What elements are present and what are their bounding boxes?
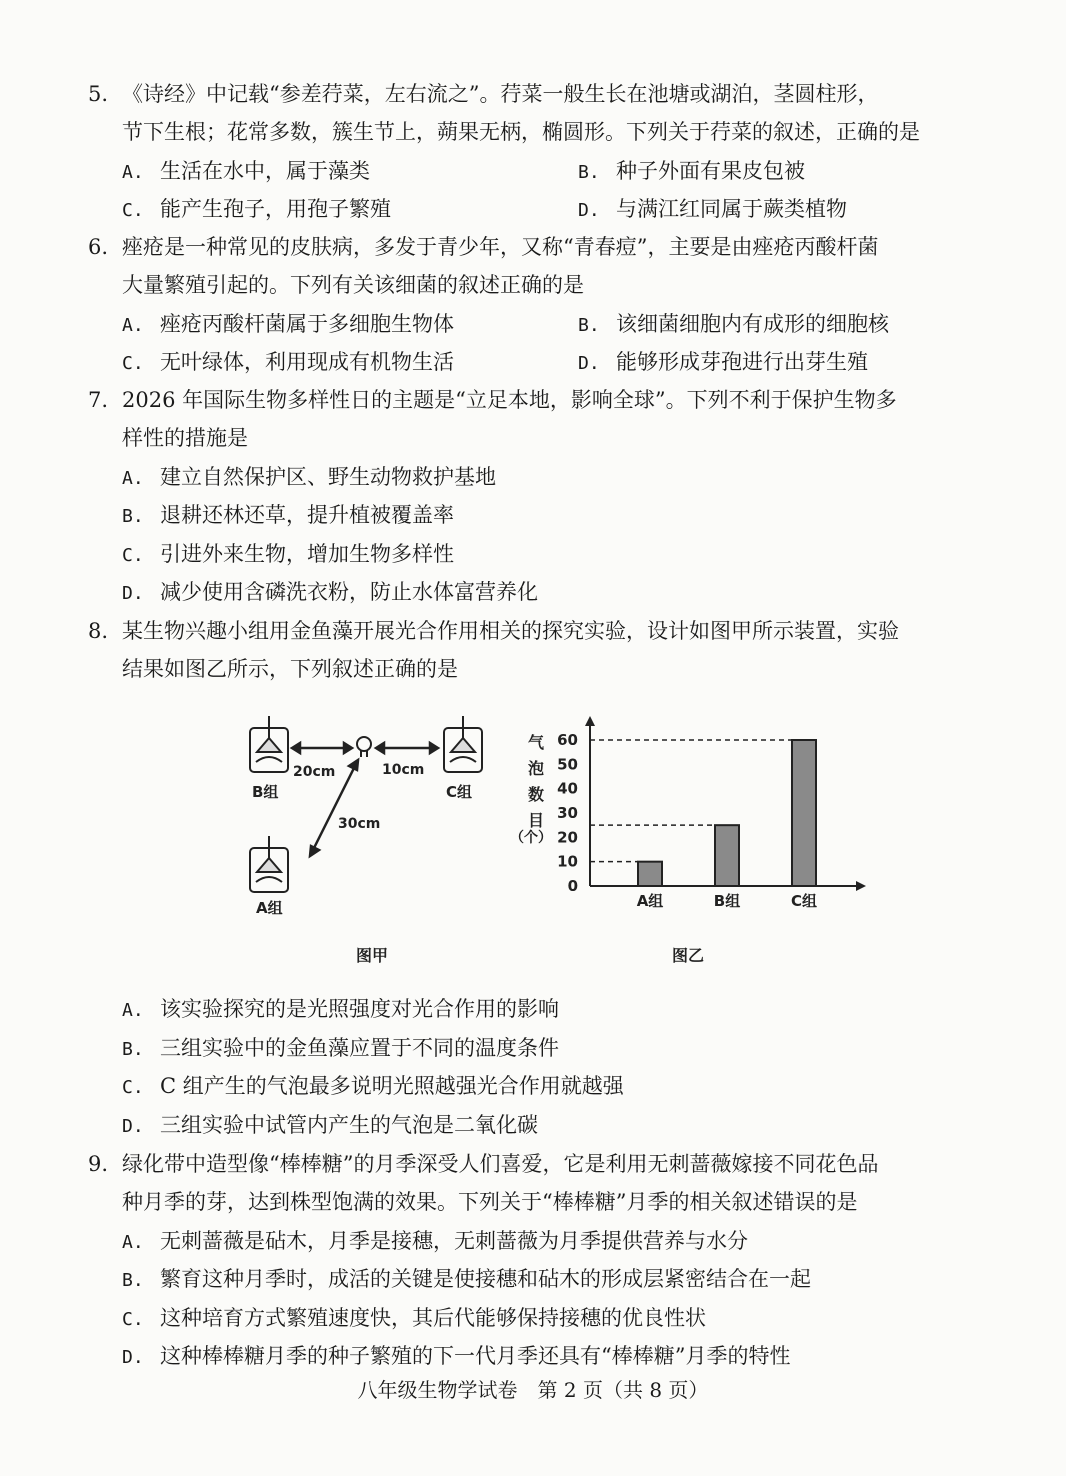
option-label: D. xyxy=(578,200,600,221)
q5-text-1: 《诗经》中记载“参差荇菜，左右流之”。荇菜一般生长在池塘或湖泊，茎圆柱形， xyxy=(122,82,879,106)
option-label: C. xyxy=(122,1077,144,1098)
lightbulb-icon xyxy=(357,737,371,757)
option-text: 无刺蔷薇是砧木，月季是接穗，无刺蔷薇为月季提供营养与水分 xyxy=(160,1229,748,1253)
x-tick-label: C组 xyxy=(790,892,818,910)
y-tick-label: 0 xyxy=(567,877,578,895)
option-text: 生活在水中，属于藻类 xyxy=(160,159,370,183)
q9-stem-line1 xyxy=(88,1150,878,1178)
q6-text-1: 痤疮是一种常见的皮肤病，多发于青少年，又称“青春痘”，主要是由痤疮丙酸杆菌 xyxy=(122,235,879,259)
y-tick-label: 20 xyxy=(557,828,578,847)
option-label: B. xyxy=(122,1039,144,1060)
distance-arrows xyxy=(292,743,438,856)
caption-fig-jia: 图甲 xyxy=(356,946,389,965)
option-label: D. xyxy=(578,353,600,374)
q9-option-d xyxy=(122,1342,790,1372)
option-text: 该细菌细胞内有成形的细胞核 xyxy=(616,312,889,336)
q7-text-1: 2026 年国际生物多样性日的主题是“立足本地，影响全球”。下列不利于保护生物多 xyxy=(122,388,897,412)
option-label: D. xyxy=(122,1116,144,1137)
q9-option-a xyxy=(122,1227,748,1257)
caption-fig-yi: 图乙 xyxy=(672,946,705,965)
option-label: B. xyxy=(578,162,600,183)
y-tick-label: 10 xyxy=(557,852,578,871)
option-label: B. xyxy=(122,506,144,527)
bar-chart xyxy=(557,716,866,910)
option-label: A. xyxy=(122,162,144,183)
option-label: C. xyxy=(122,200,144,221)
q5-stem-line2: 节下生根；花常多数，簇生节上，蒴果无柄，椭圆形。下列关于荇菜的叙述，正确的是 xyxy=(122,120,920,144)
option-label: A. xyxy=(122,1000,144,1021)
option-text: 种子外面有果皮包被 xyxy=(616,159,805,183)
q9-option-b xyxy=(122,1265,811,1295)
option-label: C. xyxy=(122,1309,144,1330)
q8-text-1: 某生物兴趣小组用金鱼藻开展光合作用相关的探究实验，设计如图甲所示装置，实验 xyxy=(122,619,899,643)
y-tick-label: 50 xyxy=(557,755,578,774)
option-text: 三组实验中试管内产生的气泡是二氧化碳 xyxy=(160,1113,538,1137)
beaker-c-icon xyxy=(444,716,482,772)
option-label: B. xyxy=(578,315,600,336)
label-distance-b: 20cm xyxy=(293,764,336,780)
page-footer: 八年级生物学试卷 第 2 页（共 8 页） xyxy=(357,1378,709,1402)
label-distance-a: 30cm xyxy=(338,816,381,832)
q6-number: 6. xyxy=(88,235,109,259)
y-tick-label: 30 xyxy=(557,804,578,822)
option-text: 三组实验中的金鱼藻应置于不同的温度条件 xyxy=(160,1036,559,1060)
q9-option-c xyxy=(122,1304,706,1334)
q8-option-b xyxy=(122,1034,559,1064)
q8-option-d xyxy=(122,1111,538,1141)
option-text: 与满江红同属于蕨类植物 xyxy=(616,197,847,221)
y-tick-label: 40 xyxy=(557,779,578,798)
ylabel-char: 气 xyxy=(528,733,545,752)
option-text: 减少使用含磷洗衣粉，防止水体富营养化 xyxy=(160,580,538,604)
q8-option-c xyxy=(122,1072,624,1102)
ylabel-char: 数 xyxy=(528,785,545,804)
option-text: 繁育这种月季时，成活的关键是使接穗和砧木的形成层紧密结合在一起 xyxy=(160,1267,811,1291)
option-text: 引进外来生物，增加生物多样性 xyxy=(160,542,454,566)
q7-number: 7. xyxy=(88,388,109,412)
option-text: 这种棒棒糖月季的种子繁殖的下一代月季还具有“棒棒糖”月季的特性 xyxy=(160,1344,791,1368)
q9-text-1: 绿化带中造型像“棒棒糖”的月季深受人们喜爱，它是利用无刺蔷薇嫁接不同花色品 xyxy=(122,1152,879,1176)
q8-option-a xyxy=(122,995,559,1025)
option-label: D. xyxy=(122,1347,144,1368)
option-text: 能产生孢子，用孢子繁殖 xyxy=(160,197,391,221)
label-group-a: A组 xyxy=(256,899,283,917)
option-text: C 组产生的气泡最多说明光照越强光合作用就越强 xyxy=(160,1074,624,1098)
ylabel-char: 目 xyxy=(528,811,545,830)
beaker-a-icon xyxy=(250,836,288,892)
y-axis-arrow xyxy=(585,716,595,726)
x-tick-label: B组 xyxy=(713,892,741,910)
label-distance-c: 10cm xyxy=(382,762,425,778)
option-text: 这种培育方式繁殖速度快，其后代能够保持接穗的优良性状 xyxy=(160,1306,706,1330)
label-group-c: C组 xyxy=(446,783,473,801)
option-label: A. xyxy=(122,315,144,336)
ylabel-unit: （个） xyxy=(510,830,552,846)
x-axis-arrow xyxy=(856,881,866,891)
option-label: B. xyxy=(122,1270,144,1291)
y-tick-label: 60 xyxy=(557,731,578,749)
q9-stem-line2: 种月季的芽，达到株型饱满的效果。下列关于“棒棒糖”月季的相关叙述错误的是 xyxy=(122,1190,858,1214)
option-text: 痤疮丙酸杆菌属于多细胞生物体 xyxy=(160,312,454,336)
beaker-b-icon xyxy=(250,716,288,772)
q9-number: 9. xyxy=(88,1152,109,1176)
option-label: A. xyxy=(122,1232,144,1253)
bar xyxy=(792,740,816,886)
option-label: C. xyxy=(122,353,144,374)
q8-stem-line2: 结果如图乙所示，下列叙述正确的是 xyxy=(122,657,458,681)
bar xyxy=(638,862,662,886)
option-text: 退耕还林还草，提升植被覆盖率 xyxy=(160,503,454,527)
option-text: 能够形成芽孢进行出芽生殖 xyxy=(616,350,868,374)
label-group-b: B组 xyxy=(252,783,279,801)
q8-number: 8. xyxy=(88,619,109,643)
option-label: C. xyxy=(122,545,144,566)
q6-stem-line2: 大量繁殖引起的。下列有关该细菌的叙述正确的是 xyxy=(122,273,584,297)
option-label: D. xyxy=(122,583,144,604)
option-label: A. xyxy=(122,468,144,489)
option-text: 无叶绿体，利用现成有机物生活 xyxy=(160,350,454,374)
q7-stem-line2: 样性的措施是 xyxy=(122,426,248,450)
q5-number: 5. xyxy=(88,82,109,106)
option-text: 该实验探究的是光照强度对光合作用的影响 xyxy=(160,997,559,1021)
option-text: 建立自然保护区、野生动物救护基地 xyxy=(160,465,496,489)
bar xyxy=(715,825,739,886)
ylabel-char: 泡 xyxy=(528,759,545,778)
x-tick-label: A组 xyxy=(636,892,664,910)
